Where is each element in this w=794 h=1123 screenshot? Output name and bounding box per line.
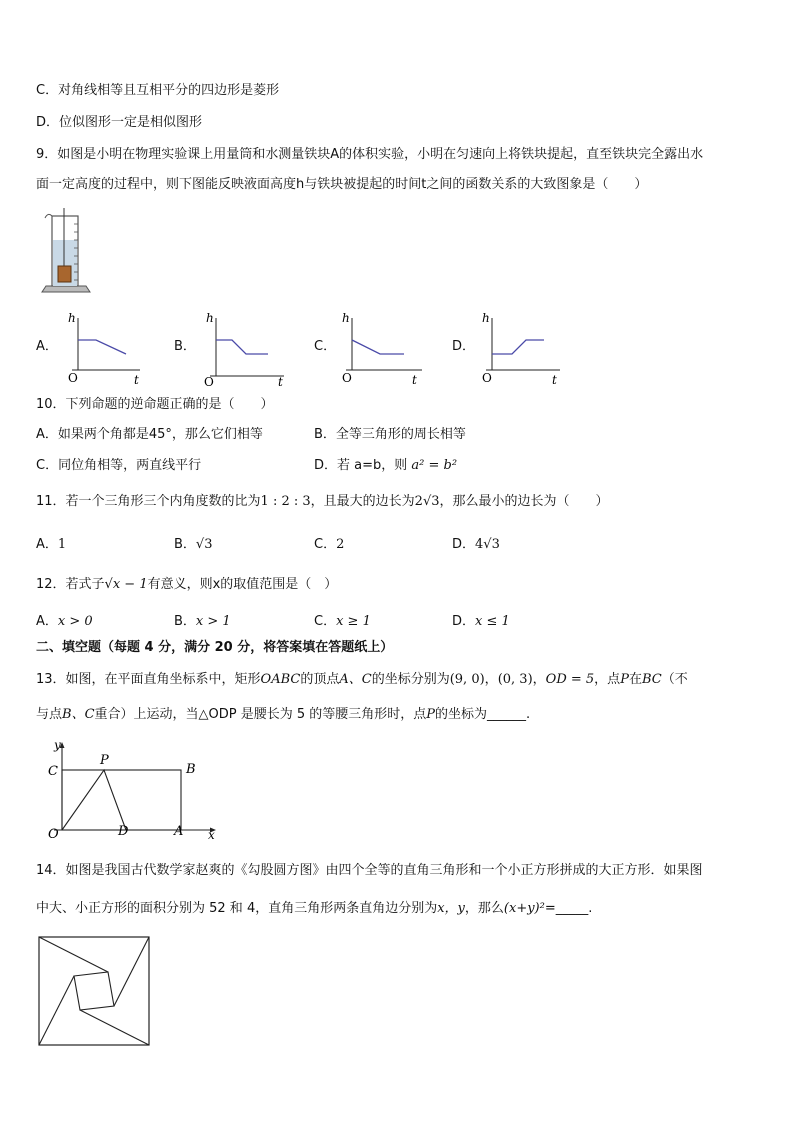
graduated-cylinder-figure: [36, 206, 96, 298]
graph-a-t-label: t: [134, 373, 139, 387]
q13-p2: P: [426, 707, 436, 722]
q13-rect-name: OABC: [260, 672, 301, 687]
zhao-shuang-square-figure: [38, 936, 152, 1048]
q13-text-1a: 13．如图，在平面直角坐标系中，矩形: [36, 672, 261, 687]
graph-d-t-label: t: [552, 373, 557, 387]
q9-stem-line2: 面一定高度的过程中，则下图能反映液面高度h与铁块被提起的时间t之间的函数关系的大致图象是（ ）: [36, 177, 648, 192]
q8-option-d: D．位似图形一定是相似图形: [36, 115, 203, 130]
graph-b-origin-label: O: [204, 375, 214, 388]
q9-option-b-label: B．: [174, 339, 196, 354]
q9-graph-d: [474, 308, 564, 388]
q14-expression: (x+y)²: [503, 901, 545, 916]
fig13-a-label: A: [174, 824, 184, 839]
q10-option-d-text: D．若 a=b，则: [314, 458, 408, 473]
q9-graph-c: [336, 308, 426, 388]
q13-points: A、C: [339, 672, 372, 687]
q10-option-b: B．全等三角形的周长相等: [314, 427, 466, 442]
q12-option-c-label: C．: [314, 614, 337, 629]
q12-stem-b: 有意义，则x的取值范围是（ ）: [147, 577, 338, 592]
fig13-p-label: P: [100, 753, 109, 768]
q11-option-d-label: D．: [452, 537, 476, 552]
q14-stem-line2: [36, 900, 592, 918]
q12-option-c-value: x ≥ 1: [336, 614, 371, 629]
q10-option-c: C．同位角相等，两直线平行: [36, 458, 202, 473]
q13-stem-line1: [36, 671, 688, 689]
q12-option-a: [36, 613, 93, 631]
q13-text-1c: 的坐标分别为: [371, 672, 450, 687]
q12-option-d-value: x ≤ 1: [475, 614, 510, 629]
q12-option-a-value: x > 0: [57, 614, 93, 629]
fig13-c-label: C: [48, 764, 58, 779]
q12-option-d: [452, 613, 510, 631]
q11-stem-c: ，那么最小的边长为（ ）: [439, 494, 609, 509]
q13-p: P: [620, 672, 629, 687]
q11-stem-a: 11．若一个三角形三个内角度数的比为: [36, 494, 261, 509]
q13-text-2c: 的坐标为______.: [435, 707, 531, 722]
q11-option-d-value: 4√3: [475, 537, 500, 552]
graph-a-h-label: h: [68, 311, 76, 325]
q11-stem: [36, 493, 609, 511]
graph-a-origin-label: O: [68, 371, 78, 385]
q10-stem: 10．下列命题的逆命题正确的是（ ）: [36, 397, 274, 412]
q11-option-b-label: B．: [174, 537, 196, 552]
q13-text-2b: 重合）上运动，当△ODP 是腰长为 5 的等腰三角形时，点: [94, 707, 427, 722]
q13-coord-c: (0, 3): [497, 672, 533, 687]
q13-coord-a: (9, 0): [449, 672, 485, 687]
q9-option-a-label: A．: [36, 339, 58, 354]
q11-longest-side: 2√3: [414, 494, 440, 509]
q11-stem-b: ，且最大的边长为: [310, 494, 415, 509]
q13-text-1b: 的顶点: [300, 672, 340, 687]
q11-option-b-value: √3: [195, 537, 213, 552]
q13-od: OD = 5: [545, 672, 595, 687]
q14-stem-line1: 14．如图是我国古代数学家赵爽的《勾股圆方图》由四个全等的直角三角形和一个小正方形拼成的大正方形．如果图: [36, 863, 703, 878]
fig13-b-label: B: [186, 762, 196, 777]
q12-option-c: [314, 613, 371, 631]
q12-option-b-label: B．: [174, 614, 196, 629]
q11-option-a-value: 1: [57, 537, 67, 552]
q13-text-1g: （不: [661, 672, 688, 687]
graph-b-h-label: h: [206, 311, 214, 325]
q11-ratio: 1 : 2 : 3: [260, 494, 311, 509]
graph-d-origin-label: O: [482, 371, 492, 385]
q12-stem-a: 12．若式子: [36, 577, 105, 592]
q12-stem: [36, 576, 337, 594]
section-heading-fill-blank: 二、填空题（每题 4 分，满分 20 分，将答案填在答题纸上）: [36, 640, 394, 655]
q10-option-d-math: a² = b²: [411, 458, 458, 473]
q11-option-a-label: A．: [36, 537, 58, 552]
q13-sep: ，: [484, 672, 498, 687]
q14-text-2b: ，那么: [464, 901, 504, 916]
q13-bc: BC: [641, 672, 662, 687]
q9-graph-a: [60, 308, 144, 388]
q13-text-1d: ，: [532, 672, 546, 687]
graph-b-t-label: t: [278, 375, 283, 388]
q13-coordinate-figure: [40, 738, 230, 844]
q10-option-a: A．如果两个角都是45°，那么它们相等: [36, 427, 263, 442]
graph-c-h-label: h: [342, 311, 350, 325]
q13-stem-line2: [36, 706, 530, 724]
q10-option-d: [314, 457, 457, 475]
graph-c-t-label: t: [412, 373, 417, 387]
graph-d-h-label: h: [482, 311, 490, 325]
q12-option-b-value: x > 1: [195, 614, 231, 629]
q11-option-c: [314, 536, 344, 554]
q9-stem-line1: 9．如图是小明在物理实验课上用量筒和水测量铁块A的体积实验，小明在匀速向上将铁块提起，直至铁块完全露出水: [36, 147, 704, 162]
q9-graph-b: [198, 308, 288, 388]
fig13-d-label: D: [118, 824, 129, 839]
q9-option-d-label: D．: [452, 339, 476, 354]
q14-text-2c: =_____.: [544, 901, 593, 916]
q13-text-1f: 在: [628, 672, 642, 687]
fig13-o-label: O: [48, 827, 59, 842]
q11-option-c-value: 2: [336, 537, 345, 552]
graph-c-origin-label: O: [342, 371, 352, 385]
q11-option-b: [174, 536, 212, 554]
fig13-x-label: x: [208, 828, 215, 842]
q13-text-1e: ，点: [594, 672, 621, 687]
q13-b-c: B、C: [62, 707, 95, 722]
q11-option-c-label: C．: [314, 537, 337, 552]
q14-text-2a: 中大、小正方形的面积分别为 52 和 4，直角三角形两条直角边分别为: [36, 901, 438, 916]
q9-option-c-label: C．: [314, 339, 337, 354]
q12-option-b: [174, 613, 231, 631]
q12-option-a-label: A．: [36, 614, 58, 629]
q12-expression: √x − 1: [104, 577, 148, 592]
q11-option-d: [452, 536, 500, 554]
q12-option-d-label: D．: [452, 614, 476, 629]
q13-text-2a: 与点: [36, 707, 63, 722]
q14-xy: x，y: [437, 901, 465, 916]
fig13-y-label: y: [54, 738, 61, 752]
q11-option-a: [36, 536, 66, 554]
q8-option-c: C．对角线相等且互相平分的四边形是菱形: [36, 83, 280, 98]
